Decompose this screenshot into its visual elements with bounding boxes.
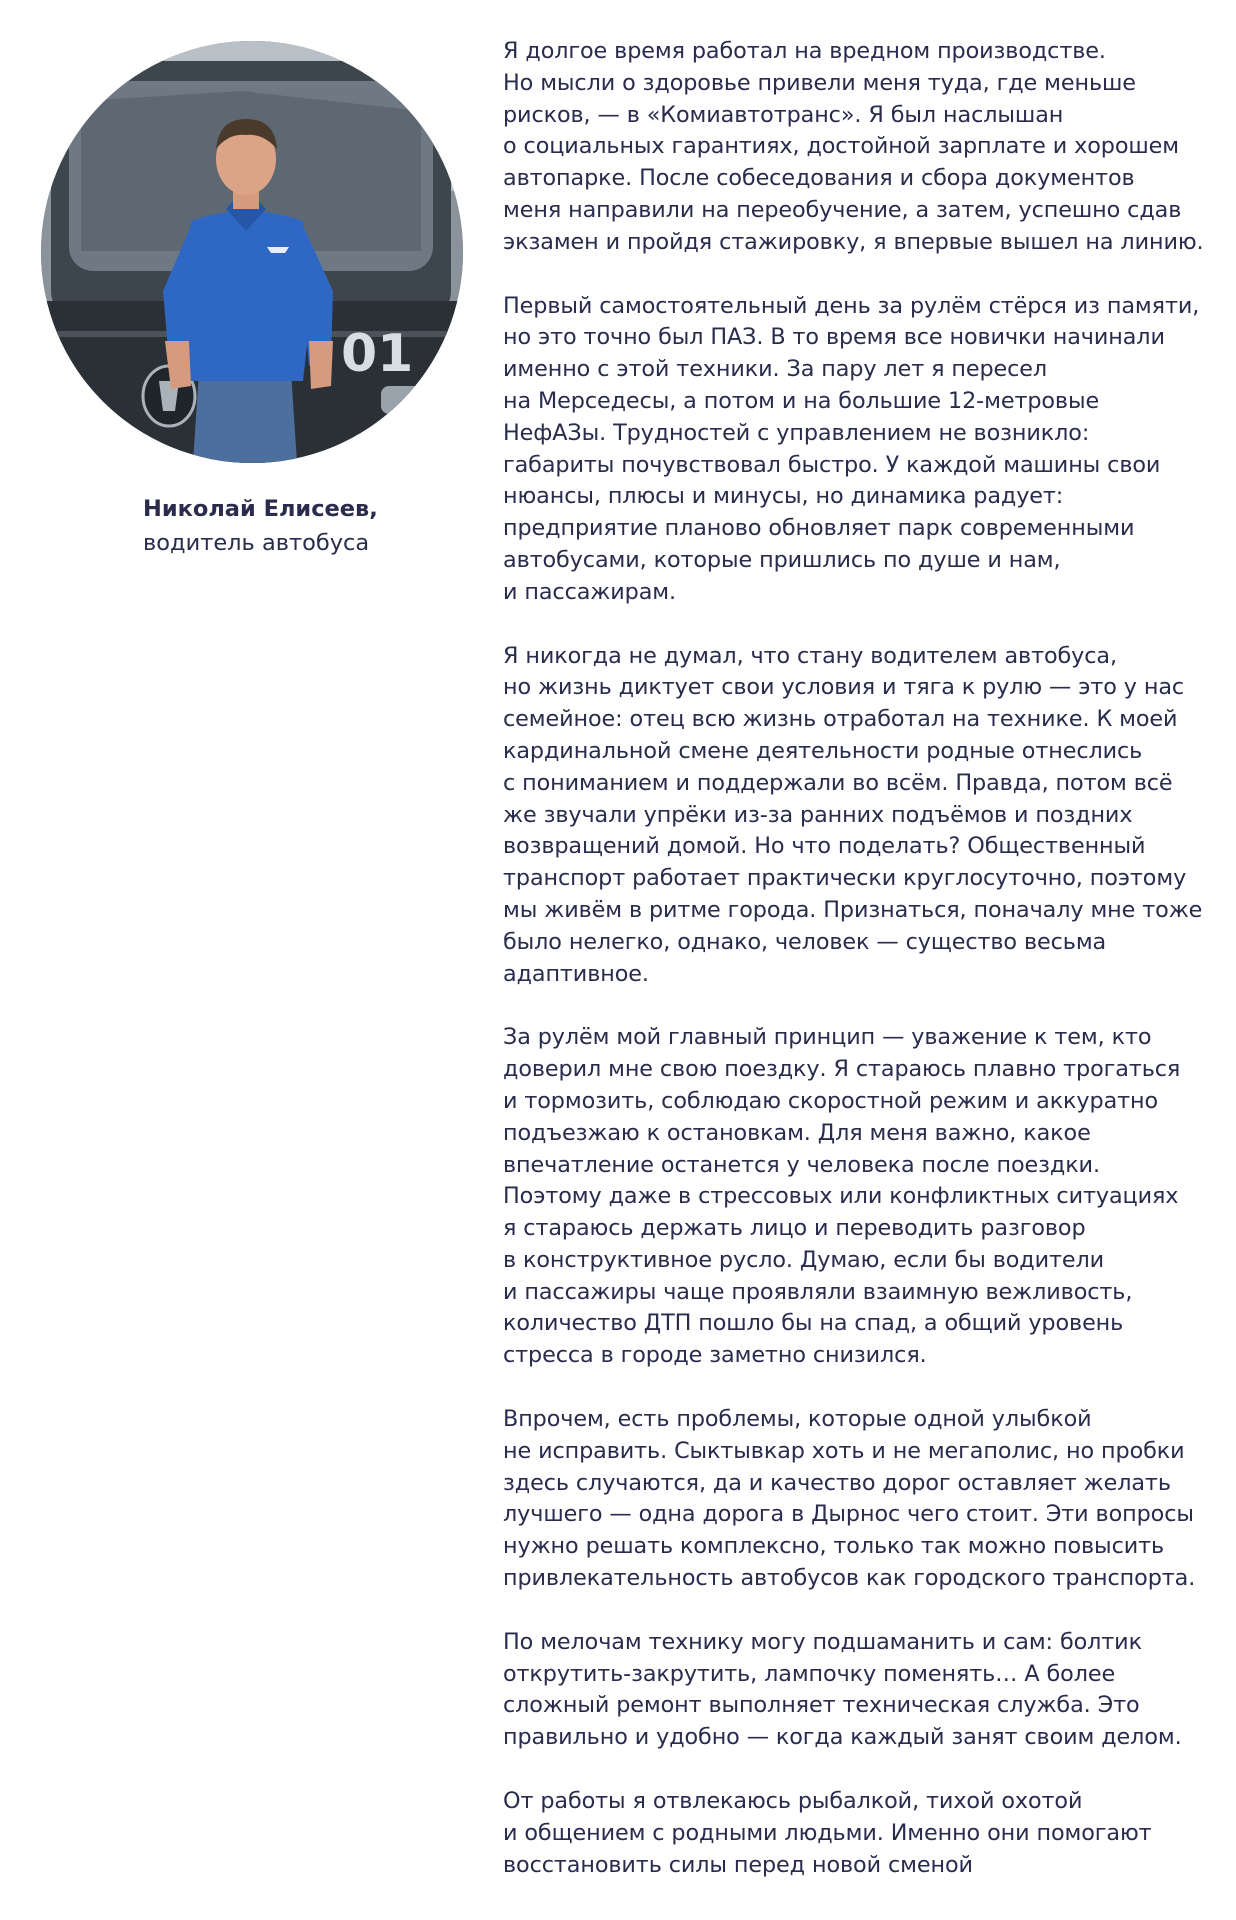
text-line: За рулём мой главный принцип — уважение к тем, кто <box>503 1024 1152 1051</box>
article-body <box>503 36 1203 1913</box>
text-line: предприятие планово обновляет парк современными <box>503 515 1135 542</box>
paragraph <box>503 1786 1203 1881</box>
text-line: НефАЗы. Трудностей с управлением не возникло: <box>503 419 1090 446</box>
text-line: было нелегко, однако, человек — существо весьма <box>503 928 1107 955</box>
text-line: Поэтому даже в стрессовых или конфликтных ситуациях <box>503 1183 1179 1210</box>
text-line: о социальных гарантиях, достойной зарплате и хорошем <box>503 133 1179 160</box>
text-line: лучшего — одна дорога в Дырнос чего стоит. Эти вопросы <box>503 1501 1194 1528</box>
text-line: мы живём в ритме города. Признаться, поначалу мне тоже <box>503 896 1203 923</box>
text-line: восстановить силы перед новой сменой <box>503 1851 973 1878</box>
text-line: с пониманием и поддержали во всём. Правда, потом всё <box>503 769 1173 796</box>
text-line: но жизнь диктует свои условия и тяга к рулю — это у нас <box>503 674 1185 701</box>
text-line: семейное: отец всю жизнь отработал на технике. К моей <box>503 706 1178 733</box>
text-line: транспорт работает практически круглосуточно, поэтому <box>503 865 1187 892</box>
driver-portrait <box>41 41 463 463</box>
text-line: нужно решать комплексно, только так можно повысить <box>503 1533 1165 1560</box>
text-line: на Мерседесы, а потом и на большие 12-метровые <box>503 387 1100 414</box>
text-line: По мелочам технику могу подшаманить и сам: болтик <box>503 1628 1142 1655</box>
text-line: и пассажирам. <box>503 578 677 605</box>
text-line: Я долгое время работал на вредном производстве. <box>503 38 1106 64</box>
text-line: и пассажиры чаще проявляли взаимную вежливость, <box>503 1278 1133 1305</box>
text-line: адаптивное. <box>503 960 649 987</box>
text-line: габариты почувствовал быстро. У каждой машины свои <box>503 451 1161 478</box>
photo-caption <box>143 492 443 560</box>
text-line: доверил мне свою поездку. Я стараюсь плавно трогаться <box>503 1056 1181 1083</box>
driver-role: водитель автобуса <box>143 530 370 556</box>
text-line: правильно и удобно — когда каждый занят своим делом. <box>503 1724 1182 1751</box>
driver-name: Николай Елисеев, <box>143 496 378 522</box>
text-line: нюансы, плюсы и минусы, но динамика радует: <box>503 483 1064 510</box>
text-line: меня направили на переобучение, а затем, успешно сдав <box>503 196 1182 223</box>
text-line: Я никогда не думал, что стану водителем автобуса, <box>503 642 1117 669</box>
paragraph <box>503 36 1203 259</box>
text-line: От работы я отвлекаюсь рыбалкой, тихой охотой <box>503 1788 1083 1815</box>
paragraph <box>503 1022 1203 1372</box>
text-line: Первый самостоятельный день за рулём стёрся из памяти, <box>503 292 1200 319</box>
text-line: подъезжаю к остановкам. Для меня важно, какое <box>503 1119 1091 1146</box>
text-line: в конструктивное русло. Думаю, если бы водители <box>503 1246 1105 1273</box>
text-line: но это точно был ПАЗ. В то время все новички начинали <box>503 324 1165 351</box>
text-line: автопарке. После собеседования и сбора документов <box>503 165 1135 192</box>
text-line: и тормозить, соблюдаю скоростной режим и аккуратно <box>503 1087 1159 1114</box>
text-line: сложный ремонт выполняет техническая служба. Это <box>503 1692 1140 1719</box>
text-line: экзамен и пройдя стажировку, я впервые вышел на линию. <box>503 228 1204 255</box>
text-line: открутить-закрутить, лампочку поменять… А более <box>503 1660 1116 1687</box>
text-line: же звучали упрёки из-за ранних подъёмов и поздних <box>503 801 1133 828</box>
text-line: кардинальной смене деятельности родные отнеслись <box>503 737 1143 764</box>
text-line: Впрочем, есть проблемы, которые одной улыбкой <box>503 1406 1092 1433</box>
text-line: автобусами, которые пришлись по душе и нам, <box>503 546 1061 573</box>
paragraph <box>503 641 1203 991</box>
text-line: привлекательность автобусов как городского транспорта. <box>503 1565 1196 1592</box>
text-line: я стараюсь держать лицо и переводить разговор <box>503 1215 1086 1242</box>
text-line: возвращений домой. Но что поделать? Общественный <box>503 833 1146 860</box>
svg-text:01: 01 <box>341 324 414 384</box>
text-line: впечатление останется у человека после поездки. <box>503 1151 1100 1178</box>
text-line: именно с этой техники. За пару лет я пересел <box>503 356 1048 383</box>
paragraph <box>503 1404 1203 1595</box>
paragraph <box>503 1627 1203 1754</box>
text-line: и общением с родными людьми. Именно они помогают <box>503 1819 1152 1846</box>
text-line: не исправить. Сыктывкар хоть и не мегаполис, но пробки <box>503 1437 1185 1464</box>
text-line: рисков, — в «Комиавтотранс». Я был наслышан <box>503 101 1064 128</box>
paragraph <box>503 291 1203 609</box>
text-line: количество ДТП пошло бы на спад, а общий уровень <box>503 1310 1124 1337</box>
text-line: стресса в городе заметно снизился. <box>503 1342 927 1369</box>
text-line: здесь случаются, да и качество дорог оставляет желать <box>503 1469 1171 1496</box>
driver-photo <box>41 41 463 463</box>
text-line: Но мысли о здоровье привели меня туда, где меньше <box>503 69 1136 96</box>
